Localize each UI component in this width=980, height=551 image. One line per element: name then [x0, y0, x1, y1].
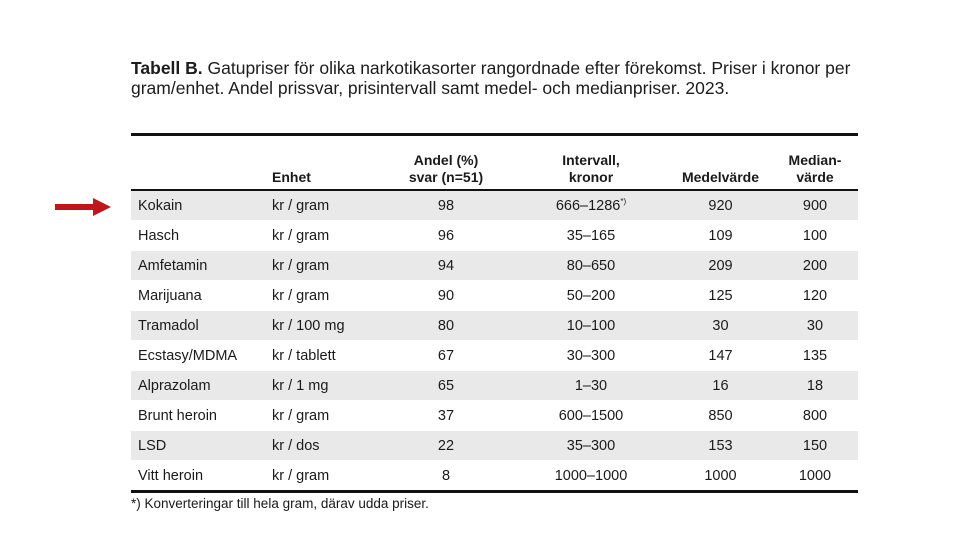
- cell-name: Ecstasy/MDMA: [131, 341, 272, 371]
- cell-mean: 109: [669, 221, 772, 251]
- cell-name: Tramadol: [131, 311, 272, 341]
- cell-median: 18: [772, 371, 858, 401]
- cell-median: 100: [772, 221, 858, 251]
- cell-share: 90: [379, 281, 513, 311]
- cell-name: Alprazolam: [131, 371, 272, 401]
- cell-mean: 920: [669, 190, 772, 221]
- header-mean: Medelvärde: [669, 135, 772, 191]
- cell-median: 135: [772, 341, 858, 371]
- cell-share: 96: [379, 221, 513, 251]
- table-row: [131, 311, 858, 341]
- cell-interval: 600–1500: [513, 401, 669, 431]
- caption-lead: Tabell B.: [131, 58, 203, 78]
- cell-unit: kr / 1 mg: [272, 371, 379, 401]
- cell-interval: 50–200: [513, 281, 669, 311]
- cell-unit: kr / gram: [272, 461, 379, 492]
- header-interval-line2: kronor: [568, 169, 614, 185]
- cell-share: 98: [379, 190, 513, 221]
- header-unit: Enhet: [272, 135, 379, 191]
- cell-name: Kokain: [131, 190, 272, 221]
- cell-name: Marijuana: [131, 281, 272, 311]
- cell-mean: 209: [669, 251, 772, 281]
- price-table: [131, 133, 858, 493]
- cell-interval: 1–30: [513, 371, 669, 401]
- cell-mean: 153: [669, 431, 772, 461]
- cell-interval: 30–300: [513, 341, 669, 371]
- cell-interval: 1000–1000: [513, 461, 669, 492]
- cell-name: Amfetamin: [131, 251, 272, 281]
- header-median-line2: värde: [796, 169, 834, 185]
- table-row: [131, 190, 858, 221]
- cell-median: 900: [772, 190, 858, 221]
- header-share: [379, 135, 513, 191]
- cell-median: 30: [772, 311, 858, 341]
- cell-mean: 125: [669, 281, 772, 311]
- cell-unit: kr / gram: [272, 190, 379, 221]
- cell-median: 200: [772, 251, 858, 281]
- cell-share: 8: [379, 461, 513, 492]
- cell-interval: 10–100: [513, 311, 669, 341]
- cell-interval: 35–165: [513, 221, 669, 251]
- cell-share: 80: [379, 311, 513, 341]
- cell-unit: kr / gram: [272, 251, 379, 281]
- cell-share: 37: [379, 401, 513, 431]
- header-interval-line1: Intervall,: [562, 152, 620, 168]
- cell-median: 1000: [772, 461, 858, 492]
- table-caption: [131, 58, 851, 98]
- cell-name: Hasch: [131, 221, 272, 251]
- cell-share: 94: [379, 251, 513, 281]
- caption-text: Gatupriser för olika narkotikasorter rangordnade efter förekomst. Priser i kronor per gram/enhet. Andel prissvar, prisintervall samt medel- och medianpriser. 2023.: [131, 58, 851, 98]
- cell-interval: 35–300: [513, 431, 669, 461]
- cell-name: Vitt heroin: [131, 461, 272, 492]
- header-name: [131, 135, 272, 191]
- cell-median: 150: [772, 431, 858, 461]
- header-median-line1: Median-: [788, 152, 842, 168]
- header-median: [772, 135, 858, 191]
- table-row: [131, 281, 858, 311]
- table-header-row: [131, 135, 858, 191]
- cell-unit: kr / 100 mg: [272, 311, 379, 341]
- table-row: [131, 221, 858, 251]
- cell-mean: 850: [669, 401, 772, 431]
- cell-mean: 1000: [669, 461, 772, 492]
- cell-interval: 80–650: [513, 251, 669, 281]
- cell-interval-value: 666–1286: [555, 197, 621, 214]
- table-row: [131, 251, 858, 281]
- cell-share: 22: [379, 431, 513, 461]
- header-share-line2: svar (n=51): [408, 169, 484, 185]
- cell-share: 65: [379, 371, 513, 401]
- cell-name: LSD: [131, 431, 272, 461]
- table-row: [131, 371, 858, 401]
- arrow-right-icon: [55, 197, 111, 217]
- table-row: [131, 431, 858, 461]
- table-row: [131, 341, 858, 371]
- cell-mean: 30: [669, 311, 772, 341]
- cell-unit: kr / tablett: [272, 341, 379, 371]
- cell-name: Brunt heroin: [131, 401, 272, 431]
- header-share-line1: Andel (%): [413, 152, 479, 168]
- header-interval: [513, 135, 669, 191]
- cell-unit: kr / gram: [272, 401, 379, 431]
- cell-mean: 16: [669, 371, 772, 401]
- table-row: [131, 461, 858, 492]
- cell-unit: kr / gram: [272, 281, 379, 311]
- cell-unit: kr / dos: [272, 431, 379, 461]
- cell-interval: [513, 190, 669, 221]
- cell-median: 800: [772, 401, 858, 431]
- footnote-marker: *): [620, 196, 627, 206]
- table-row: [131, 401, 858, 431]
- cell-unit: kr / gram: [272, 221, 379, 251]
- cell-median: 120: [772, 281, 858, 311]
- table-footnote: *) Konverteringar till hela gram, därav udda priser.: [131, 496, 429, 511]
- cell-mean: 147: [669, 341, 772, 371]
- cell-share: 67: [379, 341, 513, 371]
